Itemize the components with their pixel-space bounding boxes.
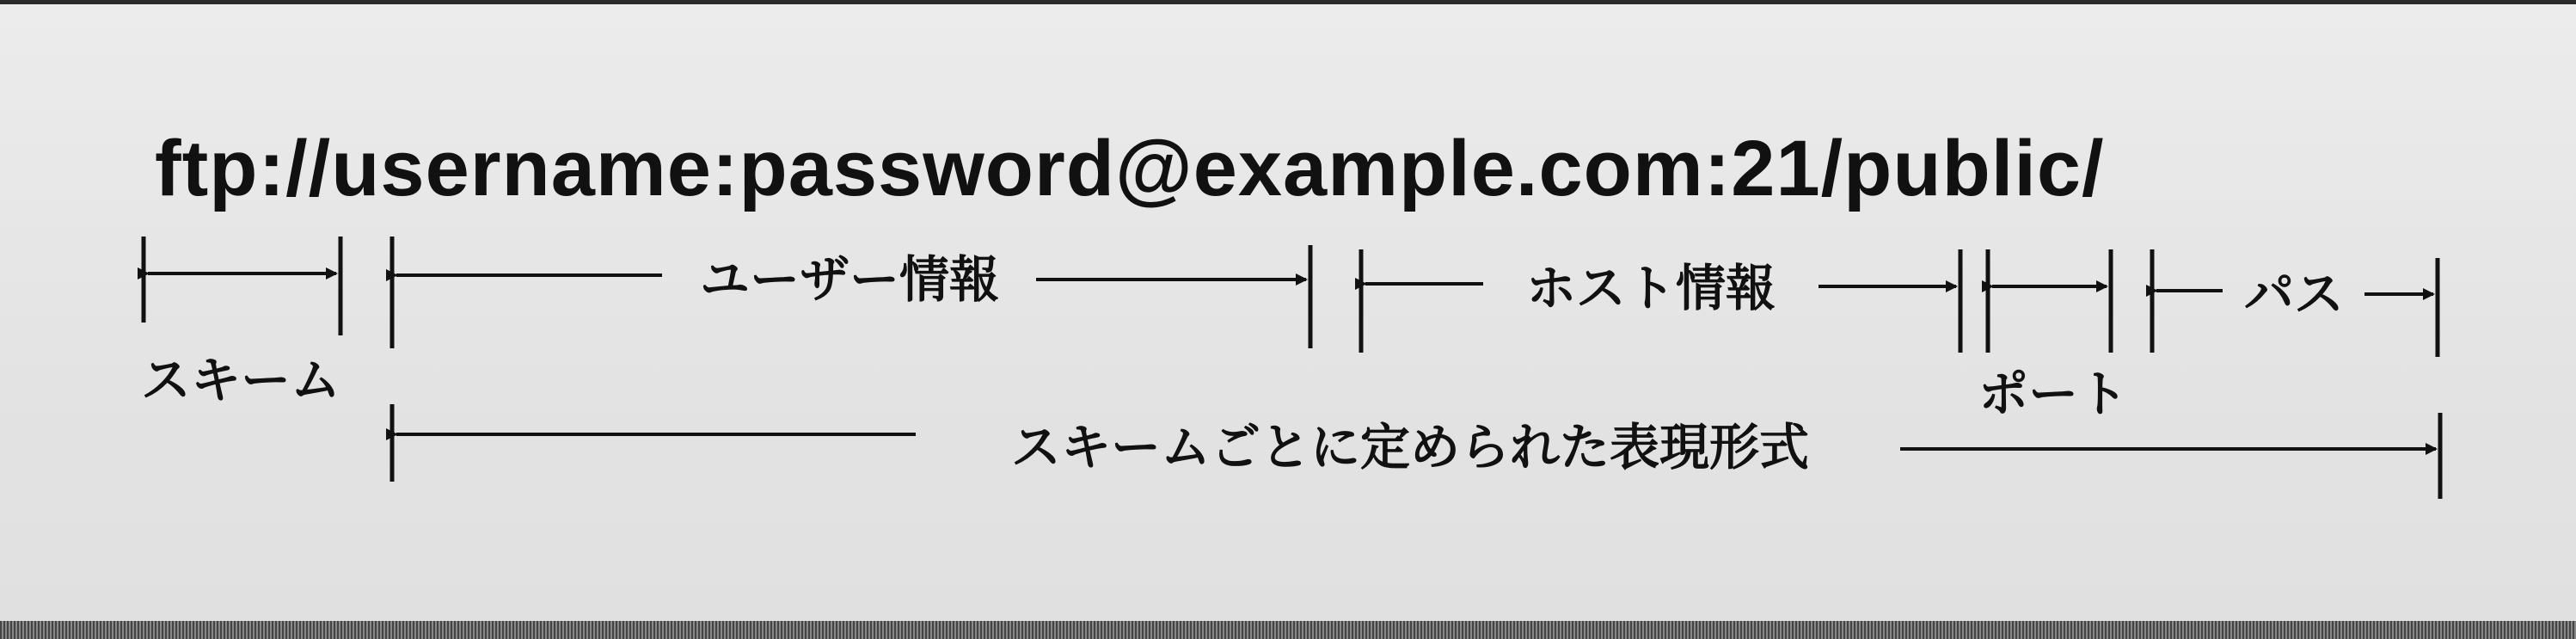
host-info-label: ホスト情報	[1525, 259, 1776, 317]
port-label: ポート	[1978, 365, 2129, 423]
scheme-segment	[141, 237, 340, 409]
scheme-label: スキーム	[140, 351, 341, 409]
path-label: パス	[2243, 265, 2345, 323]
path-segment	[2152, 249, 2438, 357]
url-example: ftp://username:password@example.com:21/public/	[155, 125, 2105, 212]
host-info-segment	[1361, 249, 1960, 353]
user-info-label: ユーザー情報	[699, 250, 1000, 309]
scheme-specific-segment	[392, 404, 2440, 499]
user-info-segment	[392, 237, 1310, 348]
bottom-border	[0, 621, 2576, 639]
port-segment	[1978, 249, 2128, 423]
scheme-specific-label: スキームごとに定められた表現形式	[1010, 418, 1810, 476]
